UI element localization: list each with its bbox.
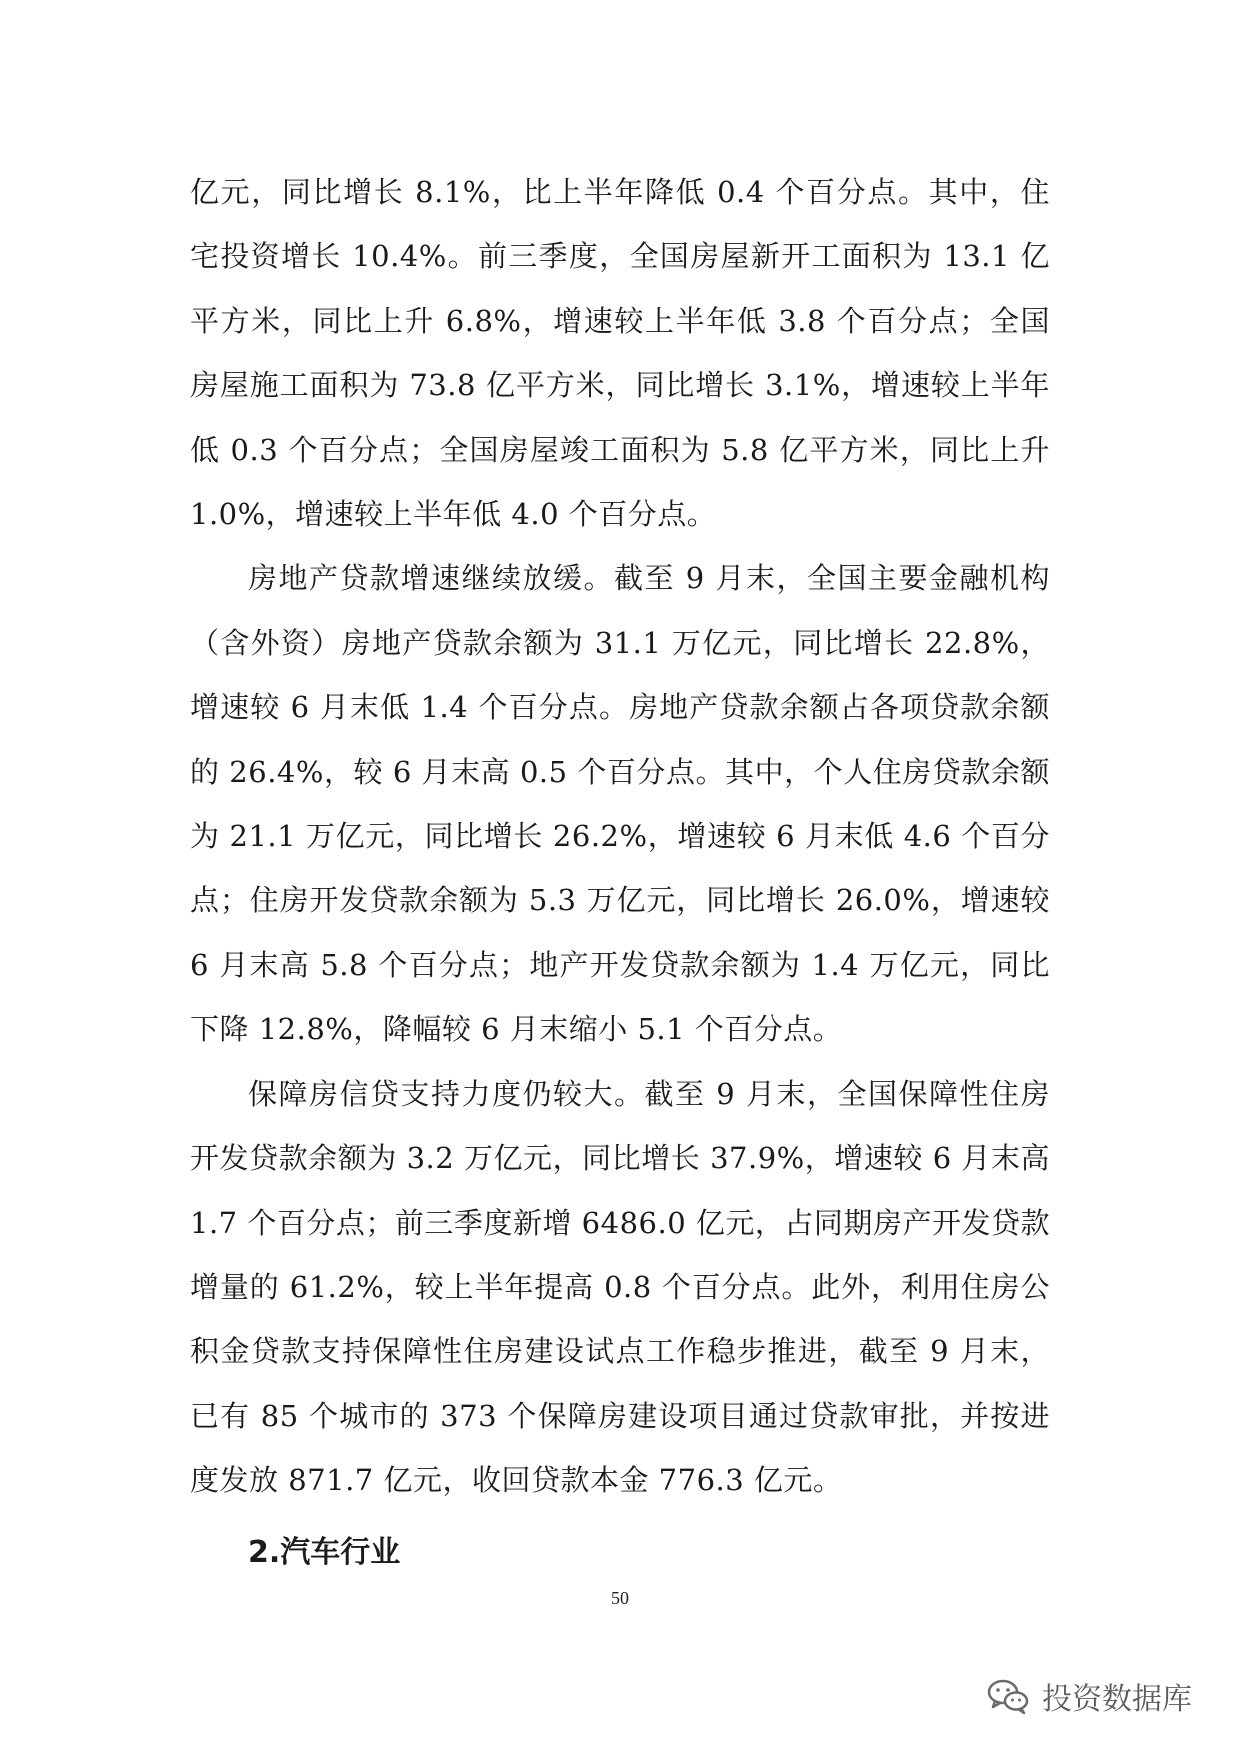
paragraph-real-estate-loans: 房地产贷款增速继续放缓。截至 9 月末，全国主要金融机构（含外资）房地产贷款余额为 31.1 万亿元，同比增长 22.8%，增速较 6 月末低 1.4 个百分点。房地产贷款余额占各项贷款余额的 26.4%，较 6 月末高 0.5 个百分点。其中，个人住房贷款余额为 21.1 万亿元，同比增长 26.2%，增速较 6 月末低 4.6 个百分点；住房开发贷款余额为 5.3 万亿元，同比增长 26.0%，增速较 6 月末高 5.8 个百分点；地产开发贷款余额为 1.4 万亿元，同比下降 12.8%，降幅较 6 月末缩小 5.1 个百分点。	[190, 561, 1050, 1047]
watermark-text: 投资数据库	[1042, 1682, 1192, 1717]
paragraph-affordable-housing-credit: 保障房信贷支持力度仍较大。截至 9 月末，全国保障性住房开发贷款余额为 3.2 万亿元，同比增长 37.9%，增速较 6 月末高 1.7 个百分点；前三季度新增 6486.0 亿元，占同期房产开发贷款增量的 61.2%，较上半年提高 0.8 个百分点。此外，利用住房公积金贷款支持保障性住房建设试点工作稳步推进，截至 9 月末，已有 85 个城市的 373 个保障房建设项目通过贷款审批，并按进度发放 871.7 亿元，收回贷款本金 776.3 亿元。	[190, 1076, 1050, 1498]
page-number: 50	[611, 1588, 629, 1608]
document-body	[190, 160, 1050, 1585]
section-heading-auto-industry: 2.汽车行业	[248, 1534, 401, 1570]
paragraph-residential-investment: 亿元，同比增长 8.1%，比上半年降低 0.4 个百分点。其中，住宅投资增长 10.4%。前三季度，全国房屋新开工面积为 13.1 亿平方米，同比上升 6.8%，增速较上半年低 3.8 个百分点；全国房屋施工面积为 73.8 亿平方米，同比增长 3.1%，增速较上半年低 0.3 个百分点；全国房屋竣工面积为 5.8 亿平方米，同比上升 1.0%，增速较上半年低 4.0 个百分点。	[190, 175, 1050, 532]
watermark	[986, 1674, 1192, 1718]
wechat-icon	[986, 1676, 1030, 1716]
